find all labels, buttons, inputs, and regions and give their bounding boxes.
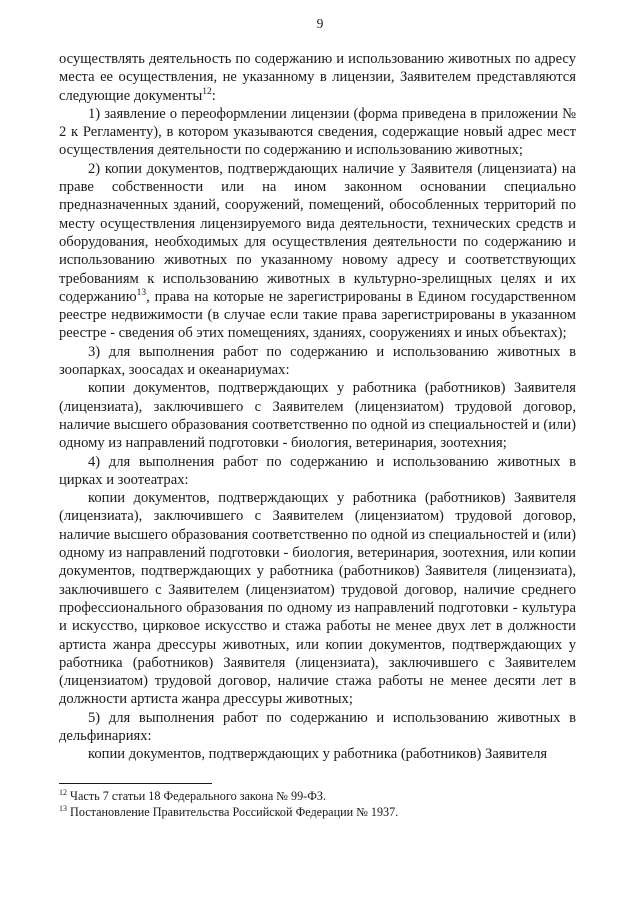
item-2-text-part2: , права на которые не зарегистрированы в Едином государственном реестре недвижимости (в случае если такие права зарегистрированы в указанном реестре - сведения об этих помещениях, зданиях, сооружениях и иных объектах); bbox=[59, 288, 576, 342]
item-4-documents-paragraph: копии документов, подтверждающих у работника (работников) Заявителя (лицензиата), заключившего с Заявителем (лицензиатом) трудовой договор, наличие высшего образования соответственно по одной из специальностей и (или) одному из направлений подготовки - биология, ветеринария, зоотехния, или копии документов, подтверждающих у работника (работников) Заявителя (лицензиата), заключившего с Заявителем (лицензиатом) трудовой договор, наличие среднего профессионального образования по одному из направлений подготовки - культура и искусство, цирковое искусство и стажа работы не менее двух лет в должности артиста жанра дрессуры животных, или копии документов, подтверждающих у работника (работников) Заявителя (лицензиата), заключившего с Заявителем (лицензиатом) трудовой договор, наличие стажа работы не менее десяти лет в должности артиста жанра дрессуры животных; bbox=[59, 490, 576, 708]
footnote-item bbox=[59, 804, 576, 820]
body-text bbox=[59, 50, 576, 764]
intro-paragraph bbox=[59, 50, 576, 105]
item-5-paragraph: 5) для выполнения работ по содержанию и использованию животных в дельфинариях: bbox=[59, 709, 576, 744]
page-number: 9 bbox=[316, 16, 324, 31]
item-2-text-part1: 2) копии документов, подтверждающих наличие у Заявителя (лицензиата) на праве собственности или на ином законном основании специально предназначенных зданий, сооружений, помещений, обособленных территорий по месту осуществления лицензируемого вида деятельности, технических средств и оборудования, необходимых для осуществления деятельности по содержанию и использованию животных по указанному новому адресу и соответствующих требованиям к использованию животных в культурно-зрелищных целях и их содержанию bbox=[59, 160, 576, 305]
footnotes bbox=[59, 788, 576, 820]
footnote-item bbox=[59, 788, 576, 804]
item-1-paragraph: 1) заявление о переоформлении лицензии (форма приведена в приложении № 2 к Регламенту), в котором указываются сведения, содержащие новый адрес мест осуществления деятельности по содержанию и использованию животных; bbox=[59, 105, 576, 159]
item-4-paragraph: 4) для выполнения работ по содержанию и использованию животных в цирках и зоотеатрах: bbox=[59, 453, 576, 488]
footnote-ref-13[interactable]: 13 bbox=[136, 288, 147, 298]
footnote-separator bbox=[59, 783, 212, 784]
item-3-paragraph: 3) для выполнения работ по содержанию и использованию животных в зоопарках, зоосадах и океанариумах: bbox=[59, 343, 576, 379]
footnote-mark: 12 bbox=[59, 787, 67, 797]
item-3-documents-paragraph: копии документов, подтверждающих у работника (работников) Заявителя (лицензиата), заключившего с Заявителем (лицензиатом) трудовой договор, наличие высшего образования соответственно по одной из специальностей и (или) одному из направлений подготовки - биология, ветеринария, зоотехния; bbox=[59, 380, 576, 452]
intro-text: осуществлять деятельность по содержанию и использованию животных по адресу места ее осуществления, не указанному в лицензии, Заявителем представляются следующие документы bbox=[59, 51, 576, 104]
item-5-documents-paragraph: копии документов, подтверждающих у работника (работников) Заявителя bbox=[88, 746, 548, 763]
footnote-ref-12[interactable]: 12 bbox=[202, 86, 212, 97]
item-2-paragraph bbox=[59, 160, 576, 343]
footnote-text: Постановление Правительства Российской Федерации № 1937. bbox=[67, 805, 399, 819]
intro-colon: : bbox=[211, 87, 216, 104]
footnote-text: Часть 7 статьи 18 Федерального закона № 99-ФЗ. bbox=[67, 789, 327, 803]
footnote-mark: 13 bbox=[59, 803, 67, 813]
